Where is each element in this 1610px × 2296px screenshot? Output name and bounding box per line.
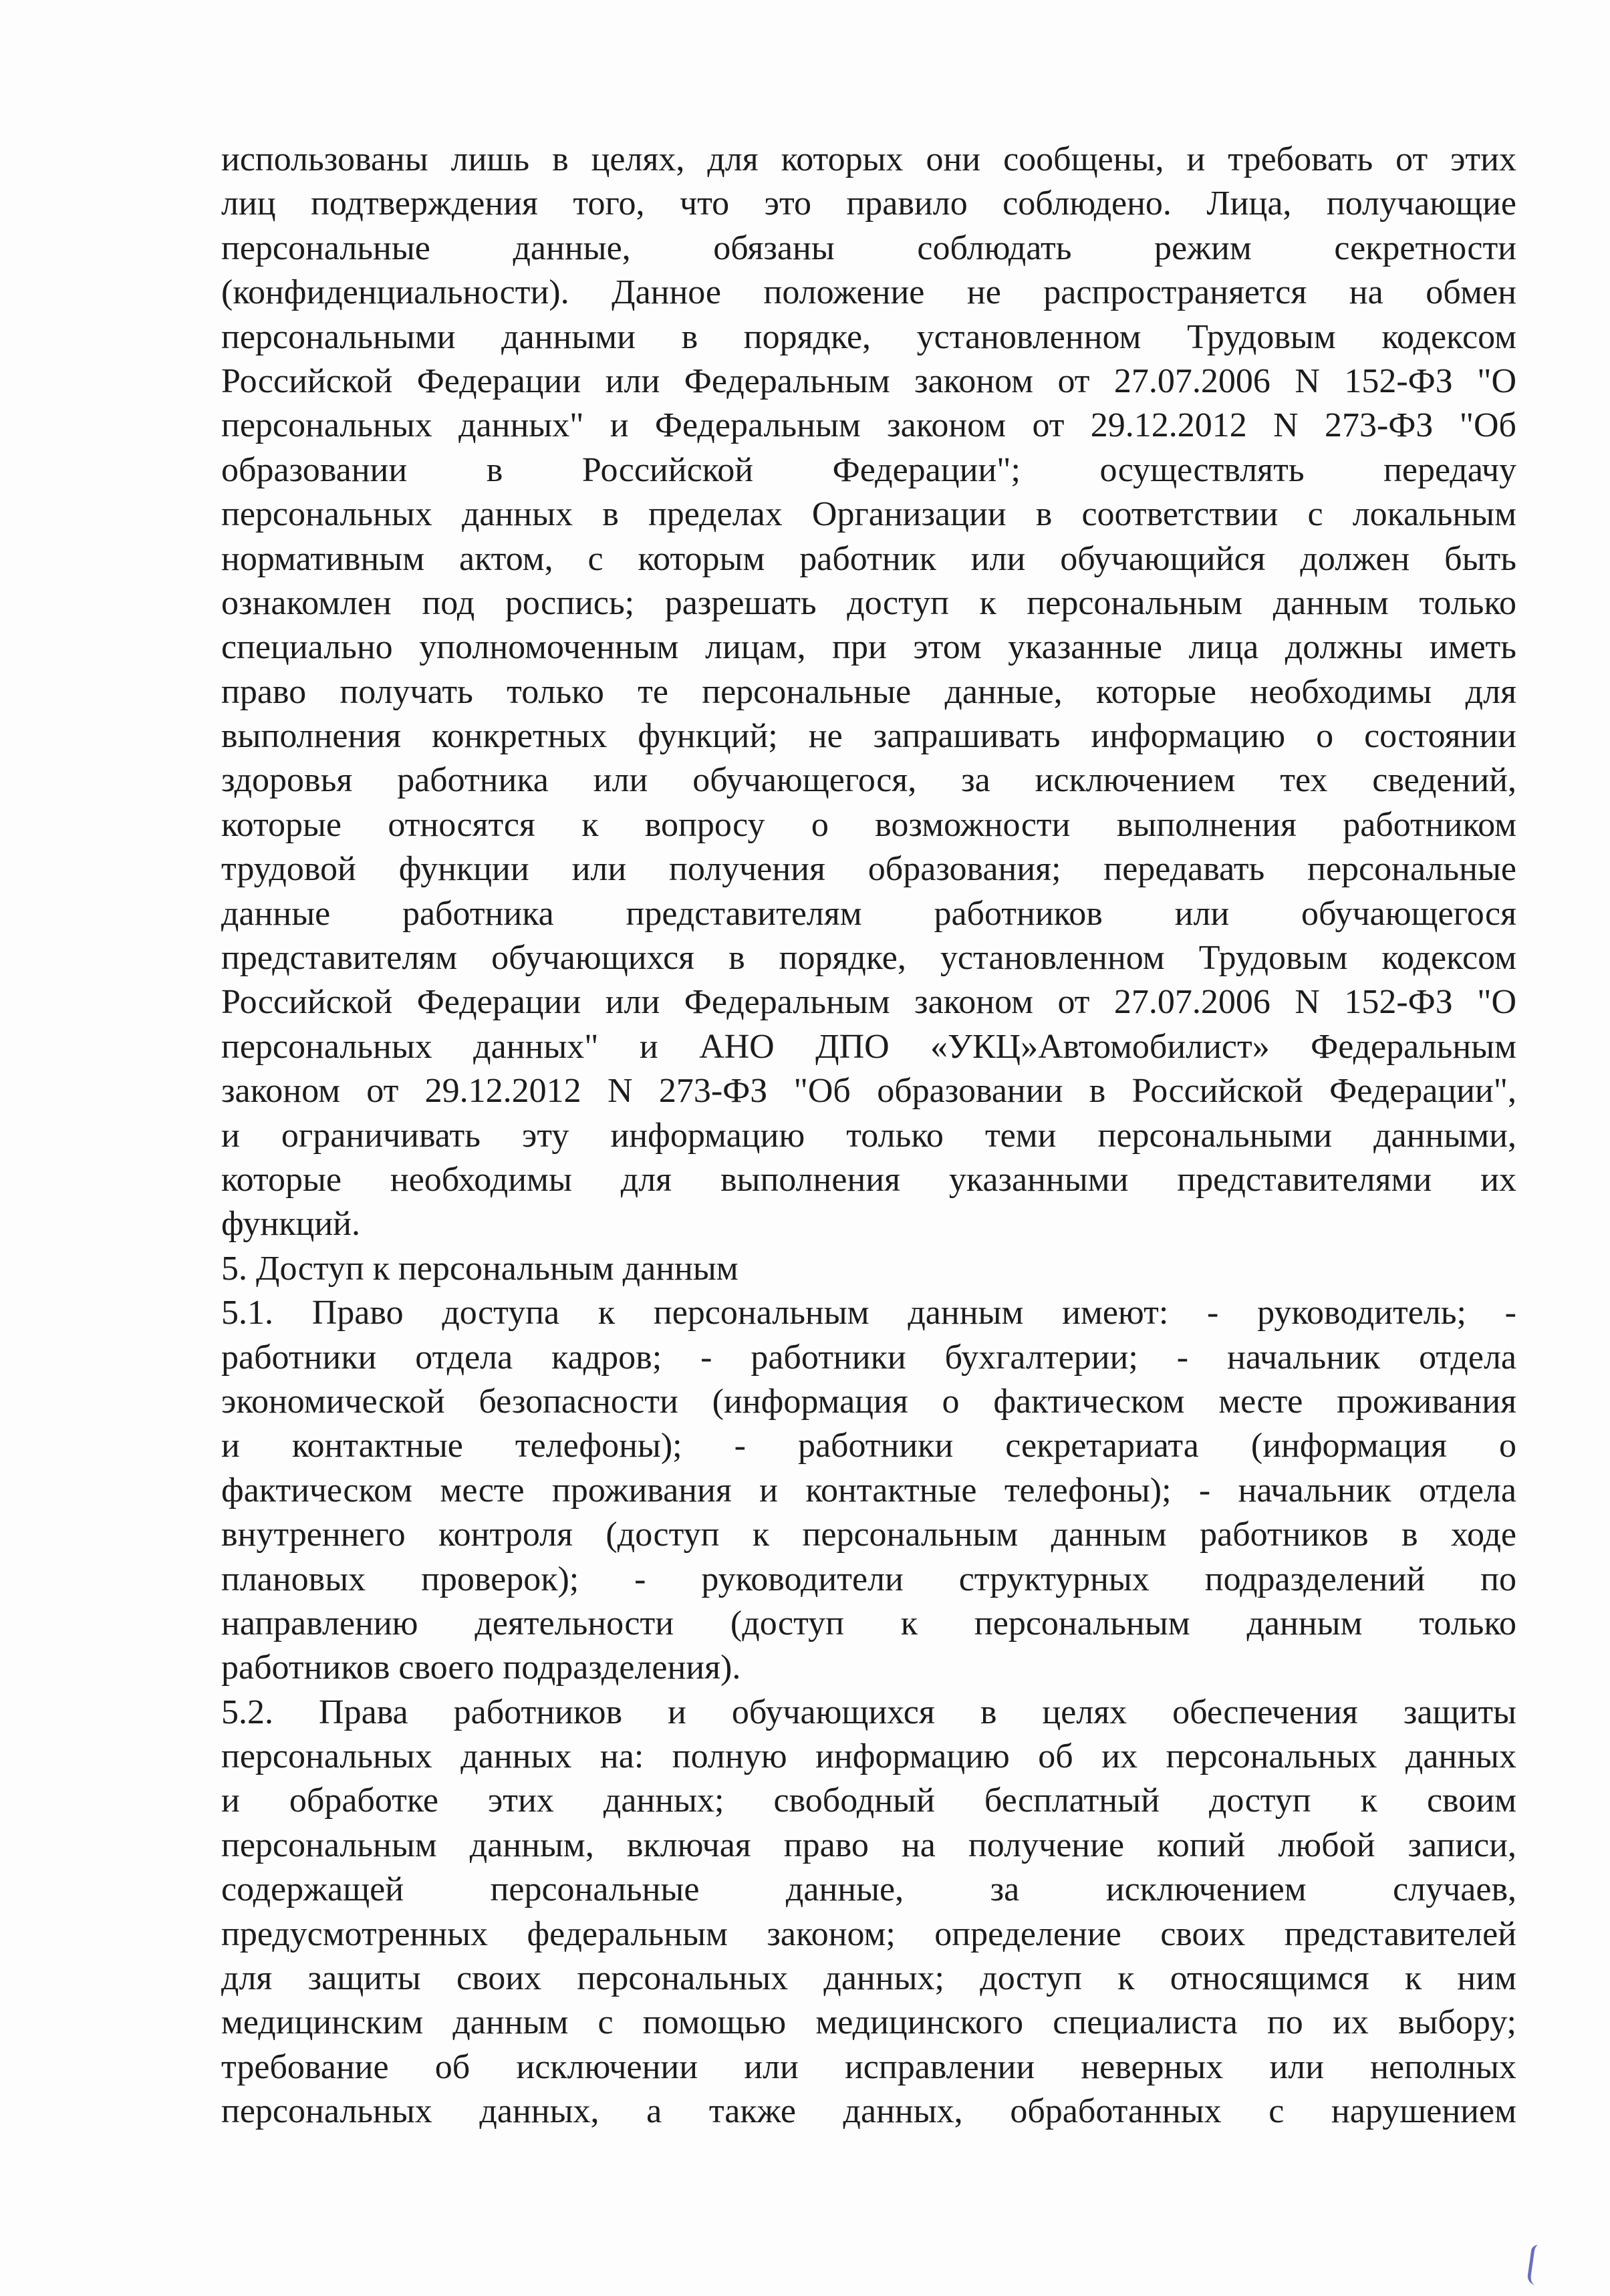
document-line: 5.2. Права работников и обучающихся в целях обеспечения защиты — [221, 1693, 1516, 1731]
document-line: персональных данных на: полную информацию об их персональных данных — [221, 1737, 1516, 1776]
document-line: для защиты своих персональных данных; доступ к относящимся к ним — [221, 1959, 1516, 1998]
document-line: персональных данных" и Федеральным законом от 29.12.2012 N 273-ФЗ "Об — [221, 406, 1516, 445]
pen-mark — [1526, 2245, 1549, 2287]
document-line: персональные данные, обязаны соблюдать режим секретности — [221, 229, 1516, 267]
document-line: нормативным актом, с которым работник или обучающийся должен быть — [221, 539, 1516, 578]
document-line: Российской Федерации или Федеральным законом от 27.07.2006 N 152-ФЗ "О — [221, 362, 1516, 400]
document-line: и ограничивать эту информацию только теми персональными данными, — [221, 1116, 1516, 1155]
document-line: фактическом месте проживания и контактные телефоны); - начальник отдела — [221, 1471, 1516, 1510]
document-line: содержащей персональные данные, за исключением случаев, — [221, 1870, 1516, 1909]
document-line: предусмотренных федеральным законом; определение своих представителей — [221, 1914, 1516, 1953]
document-line: экономической безопасности (информация о фактическом месте проживания — [221, 1382, 1516, 1421]
document-line: внутреннего контроля (доступ к персональным данным работников в ходе — [221, 1516, 1516, 1554]
document-line: направлению деятельности (доступ к персональным данным только — [221, 1604, 1516, 1642]
document-line: использованы лишь в целях, для которых они сообщены, и требовать от этих — [221, 140, 1516, 178]
document-line: образовании в Российской Федерации"; осуществлять передачу — [221, 450, 1516, 489]
document-line: лиц подтверждения того, что это правило соблюдено. Лица, получающие — [221, 184, 1516, 223]
document-line: и контактные телефоны); - работники секретариата (информация о — [221, 1427, 1516, 1465]
document-line: персональных данных, а также данных, обработанных с нарушением — [221, 2092, 1516, 2131]
document-line: (конфиденциальности). Данное положение не распространяется на обмен — [221, 273, 1516, 312]
document-line: данные работника представителям работников или обучающегося — [221, 894, 1516, 933]
document-line: работников своего подразделения). — [221, 1648, 741, 1687]
document-line: ознакомлен под роспись; разрешать доступ к персональным данным только — [221, 583, 1516, 622]
document-line: медицинским данным с помощью медицинского специалиста по их выбору; — [221, 2003, 1516, 2042]
document-line: требование об исключении или исправлении неверных или неполных — [221, 2047, 1516, 2086]
document-line: выполнения конкретных функций; не запрашивать информацию о состоянии — [221, 717, 1516, 756]
document-body — [221, 138, 1516, 2134]
document-line: персональными данными в порядке, установленном Трудовым кодексом — [221, 317, 1516, 356]
document-line: 5. Доступ к персональным данным — [221, 1249, 739, 1288]
document-line: Российской Федерации или Федеральным законом от 27.07.2006 N 152-ФЗ "О — [221, 983, 1516, 1022]
document-line: которые относятся к вопросу о возможности выполнения работником — [221, 805, 1516, 844]
document-line: которые необходимы для выполнения указанными представителями их — [221, 1160, 1516, 1199]
document-line: специально уполномоченным лицам, при этом указанные лица должны иметь — [221, 628, 1516, 667]
document-line: законом от 29.12.2012 N 273-ФЗ "Об образовании в Российской Федерации", — [221, 1072, 1516, 1111]
document-line: право получать только те персональные данные, которые необходимы для — [221, 672, 1516, 711]
document-line: и обработке этих данных; свободный бесплатный доступ к своим — [221, 1781, 1516, 1820]
document-line: здоровья работника или обучающегося, за исключением тех сведений, — [221, 761, 1516, 800]
document-line: персональным данным, включая право на получение копий любой записи, — [221, 1826, 1516, 1864]
document-line: функций. — [221, 1205, 360, 1244]
document-line: плановых проверок); - руководители структурных подразделений по — [221, 1560, 1516, 1598]
document-line: персональных данных" и АНО ДПО «УКЦ»Автомобилист» Федеральным — [221, 1027, 1516, 1066]
document-line: 5.1. Право доступа к персональным данным имеют: - руководитель; - — [221, 1294, 1516, 1332]
document-line: персональных данных в пределах Организации в соответствии с локальным — [221, 495, 1516, 534]
document-line: работники отдела кадров; - работники бухгалтерии; - начальник отдела — [221, 1338, 1516, 1377]
document-line: представителям обучающихся в порядке, установленном Трудовым кодексом — [221, 939, 1516, 978]
document-line: трудовой функции или получения образования; передавать персональные — [221, 850, 1516, 889]
